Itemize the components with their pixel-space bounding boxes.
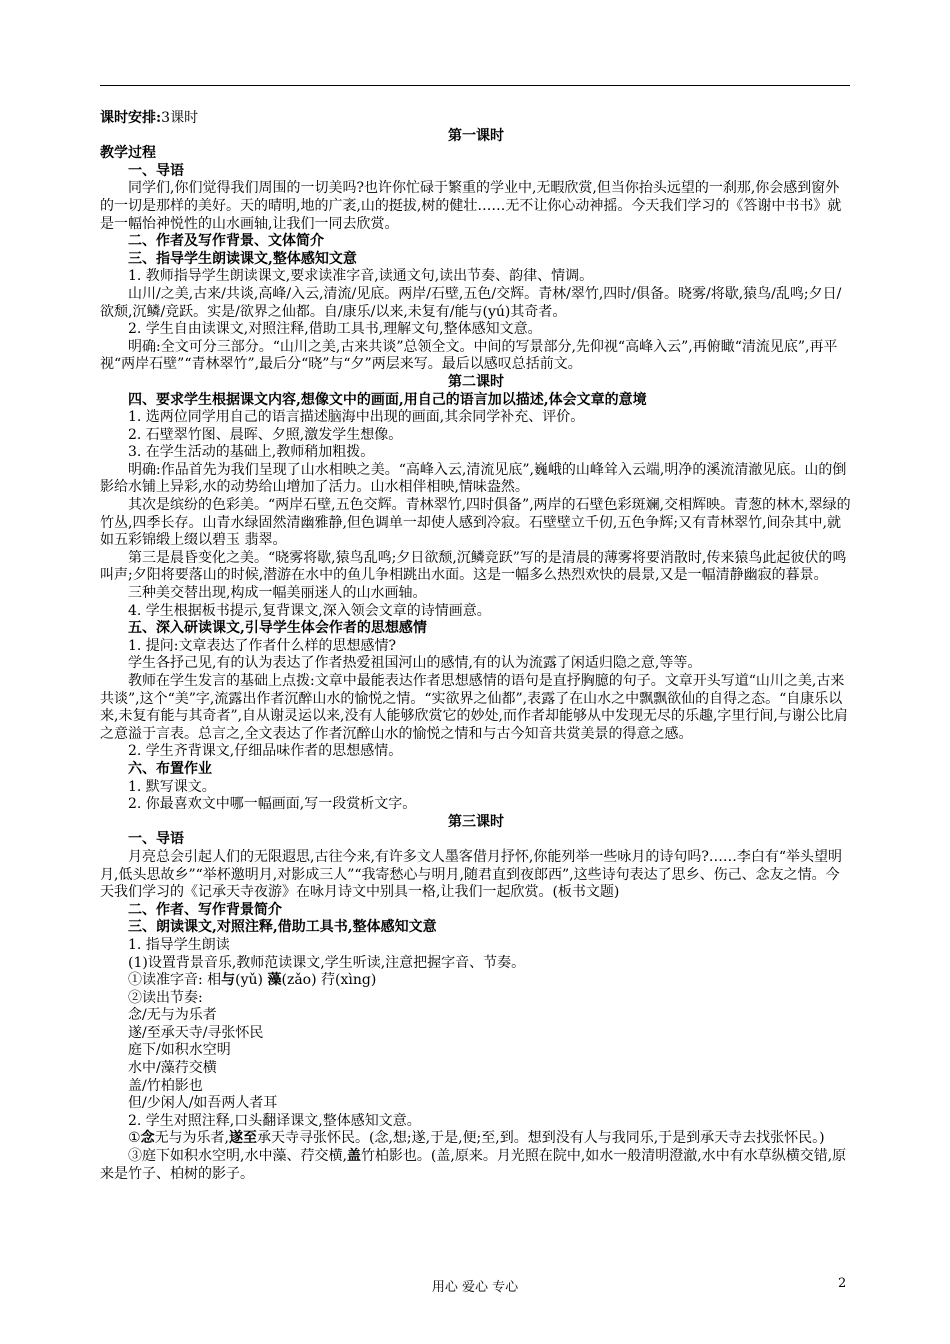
section-heading: 五、深入研读课文,引导学生体会作者的思想感情	[128, 620, 427, 637]
paragraph: 教师在学生发言的基础上点拨:文章中最能表达作者思想感情的语句是直抒胸臆的句子。文章开头写道“山川之美,古来共谈”,这个“美”字,流露出作者沉醉山水的愉悦之情。“实欲界之仙都”,表露了在山水之中飘飘欲仙的自得之态。“自康乐以来,未复有能与其奇者”,自从谢灵运以来,没有人能够欣赏它的妙处,而作者却能够从中发现无尽的乐趣,字里行间,与谢公比肩之意溢于言表。总言之,全文表达了作者沉醉山水的愉悦之情和与古今知音共赏美景的得意之感。	[100, 673, 848, 742]
section-heading: 二、作者、写作背景简介	[128, 901, 282, 918]
paragraph: 2. 石壁翠竹图、晨晖、夕照,激发学生想像。	[128, 426, 403, 443]
text-run: ①读准字音: 相	[128, 972, 222, 989]
text-run: ③庭下如积水空明,水中藻、荇交横,	[128, 1148, 347, 1165]
paragraph: 1. 默写课文。	[128, 778, 216, 795]
text-run: 无与为乐者,	[154, 1130, 230, 1147]
paragraph: 同学们,你们觉得我们周围的一切美吗?也许你忙碌于繁重的学业中,无暇欣赏,但当你抬头远望的一刹那,你会感到窗外的一切是那样的美好。天的晴明,地的广袤,山的挺拔,树的健壮……无不让你心动神摇。今天我们学习的《答谢中书书》就是一幅怡神悦性的山水画轴,让我们一同去欣赏。	[100, 180, 842, 232]
page-footer: 用心 爱心 专心	[431, 1280, 519, 1295]
schedule-value: 3课时	[161, 110, 199, 126]
section-heading: 二、作者及写作背景、文体简介	[128, 233, 324, 250]
paragraph: 1. 选两位同学用自己的语言描述脑海中出现的画面,其余同学补充、评价。	[128, 409, 585, 426]
section-heading: 三、朗读课文,对照注释,借助工具书,整体感知文意	[128, 919, 437, 936]
header-rule	[100, 85, 850, 86]
pronunciation-line	[100, 972, 852, 990]
bold-char: 盖	[346, 1148, 361, 1165]
text-run: (yǔ)	[235, 972, 268, 989]
schedule-line	[100, 110, 852, 128]
document-body	[100, 110, 852, 1183]
lesson2-title: 第二课时	[448, 373, 504, 390]
bold-char: 与	[221, 972, 236, 989]
paragraph: 月亮总会引起人们的无限遐思,古往今来,有许多文人墨客借月抒怀,你能列举一些咏月的诗句吗?……李白有“举头望明月,低头思故乡”“举杯邀明月,对影成三人”“我寄愁心与明月,随君直到夜郎西”,这些诗句表达了思乡、伤己、念友之情。今天我们学习的《记承天寺夜游》在咏月诗文中别具一格,让我们一起欣赏。(板书文题)	[100, 848, 843, 901]
bold-char: 遂至	[229, 1130, 258, 1147]
paragraph: 学生各抒己见,有的认为表达了作者热爱祖国河山的感情,有的认为流露了闲适归隐之意,等等。	[128, 655, 702, 672]
page-number: 2	[838, 1276, 847, 1291]
paragraph: 第三是晨昏变化之美。“晓雾将歇,猿鸟乱鸣;夕日欲颓,沉鳞竞跃”写的是清晨的薄雾将要消散时,传来猿鸟此起彼伏的鸣叫声;夕阳将要落山的时候,潜游在水中的鱼儿争相跳出水面。这是一幅多么热烈欢快的晨景,又是一幅清静幽寂的暮景。	[100, 549, 847, 584]
text-run: (zǎo) 荇(xìng)	[281, 972, 377, 989]
paragraph: 其次是缤纷的色彩美。“两岸石壁,五色交辉。青林翠竹,四时俱备”,两岸的石壁色彩斑斓,交相辉映。青葱的林木,翠绿的竹丛,四季长存。山青水绿固然清幽雅静,但色调单一却使人感到冷寂。石壁壁立千仞,五色争辉;又有青林翠竹,间杂其中,就如五彩锦缎上缀以碧玉 翡翠。	[100, 497, 851, 549]
paragraph: 三种美交替出现,构成一幅美丽迷人的山水画轴。	[128, 585, 427, 602]
paragraph: (1)设置背景音乐,教师范读课文,学生听读,注意把握字音、节奏。	[128, 954, 526, 971]
teaching-process-heading: 教学过程	[100, 145, 156, 162]
rhythm-line: 遂/至承天寺/寻张怀民	[128, 1024, 264, 1041]
paragraph: 2. 你最喜欢文中哪一幅画面,写一段赏析文字。	[128, 796, 417, 813]
section-heading: 四、要求学生根据课文内容,想像文中的画面,用自己的语言加以描述,体会文章的意境	[128, 391, 647, 408]
rhythm-line: 念/无与为乐者	[128, 1007, 217, 1024]
text-run: 竹柏影也。(盖,原来。月光照在院中,如水一般清明澄澈,水中有水草纵横交错,原来是竹子、柏树的影子。	[100, 1148, 847, 1182]
lesson1-title: 第一课时	[448, 127, 504, 144]
paragraph: 2. 学生对照注释,口头翻译课文,整体感知文意。	[128, 1112, 421, 1129]
paragraph: 1. 提问:文章表达了作者什么样的思想感情?	[128, 637, 397, 654]
paragraph: 1. 指导学生朗读	[128, 936, 230, 953]
paragraph: 1. 教师指导学生朗读课文,要求读准字音,读通文句,读出节奏、韵律、情调。	[128, 268, 594, 285]
bold-char: 藻	[267, 972, 282, 989]
rhythm-line: 庭下/如积水空明	[128, 1042, 231, 1059]
section-heading: 一、导语	[128, 831, 184, 848]
translation-paragraph	[100, 1130, 852, 1148]
translation-paragraph	[100, 1148, 852, 1183]
paragraph: 2. 学生齐背课文,仔细品味作者的思想感情。	[128, 743, 403, 760]
rhythm-line: 水中/藻荇交横	[128, 1060, 217, 1077]
lesson3-title: 第三课时	[448, 813, 504, 830]
paragraph: ②读出节奏:	[128, 989, 203, 1006]
paragraph: 3. 在学生活动的基础上,教师稍加粗拨。	[128, 444, 375, 461]
rhythm-line: 但/少闲人/如吾两人者耳	[128, 1095, 278, 1112]
text-run: 承天寺寻张怀民。(念,想;遂,于是,便;至,到。想到没有人与我同乐,于是到承天寺去找张怀民。)	[257, 1130, 825, 1147]
paragraph: 山川/之美,古来/共谈,高峰/入云,清流/见底。两岸/石壁,五色/交辉。青林/翠竹,四时/俱备。晓雾/将歇,猿鸟/乱鸣;夕日/欲颓,沉鳞/竞跃。实是/欲界之仙都。自/康乐/以来,未复有/能与(yú)其奇者。	[100, 285, 842, 320]
paragraph: 明确:作品首先为我们呈现了山水相映之美。“高峰入云,清流见底”,巍峨的山峰耸入云端,明净的溪流清澈见底。山的倒影给水铺上异彩,水的动势给山增加了活力。山水相伴相映,情味盎然。	[100, 461, 847, 496]
section-heading: 一、导语	[128, 162, 184, 179]
bold-char: 念	[140, 1130, 155, 1147]
section-heading: 三、指导学生朗读课文,整体感知文意	[128, 250, 357, 267]
paragraph: 明确:全文可分三部分。“山川之美,古来共谈”总领全文。中间的写景部分,先仰视“高峰入云”,再俯瞰“清流见底”,再平视“两岸石壁”“青林翠竹”,最后分“晓”与“夕”两层来写。最后以感叹总括前文。	[100, 338, 838, 373]
paragraph: 4. 学生根据板书提示,复背课文,深入领会文章的诗情画意。	[128, 602, 491, 619]
schedule-label: 课时安排:	[100, 110, 162, 126]
text-run: ①	[128, 1130, 141, 1147]
rhythm-line: 盖/竹柏影也	[128, 1077, 203, 1094]
section-heading: 六、布置作业	[128, 760, 212, 777]
paragraph: 2. 学生自由读课文,对照注释,借助工具书,理解文句,整体感知文意。	[128, 321, 542, 338]
